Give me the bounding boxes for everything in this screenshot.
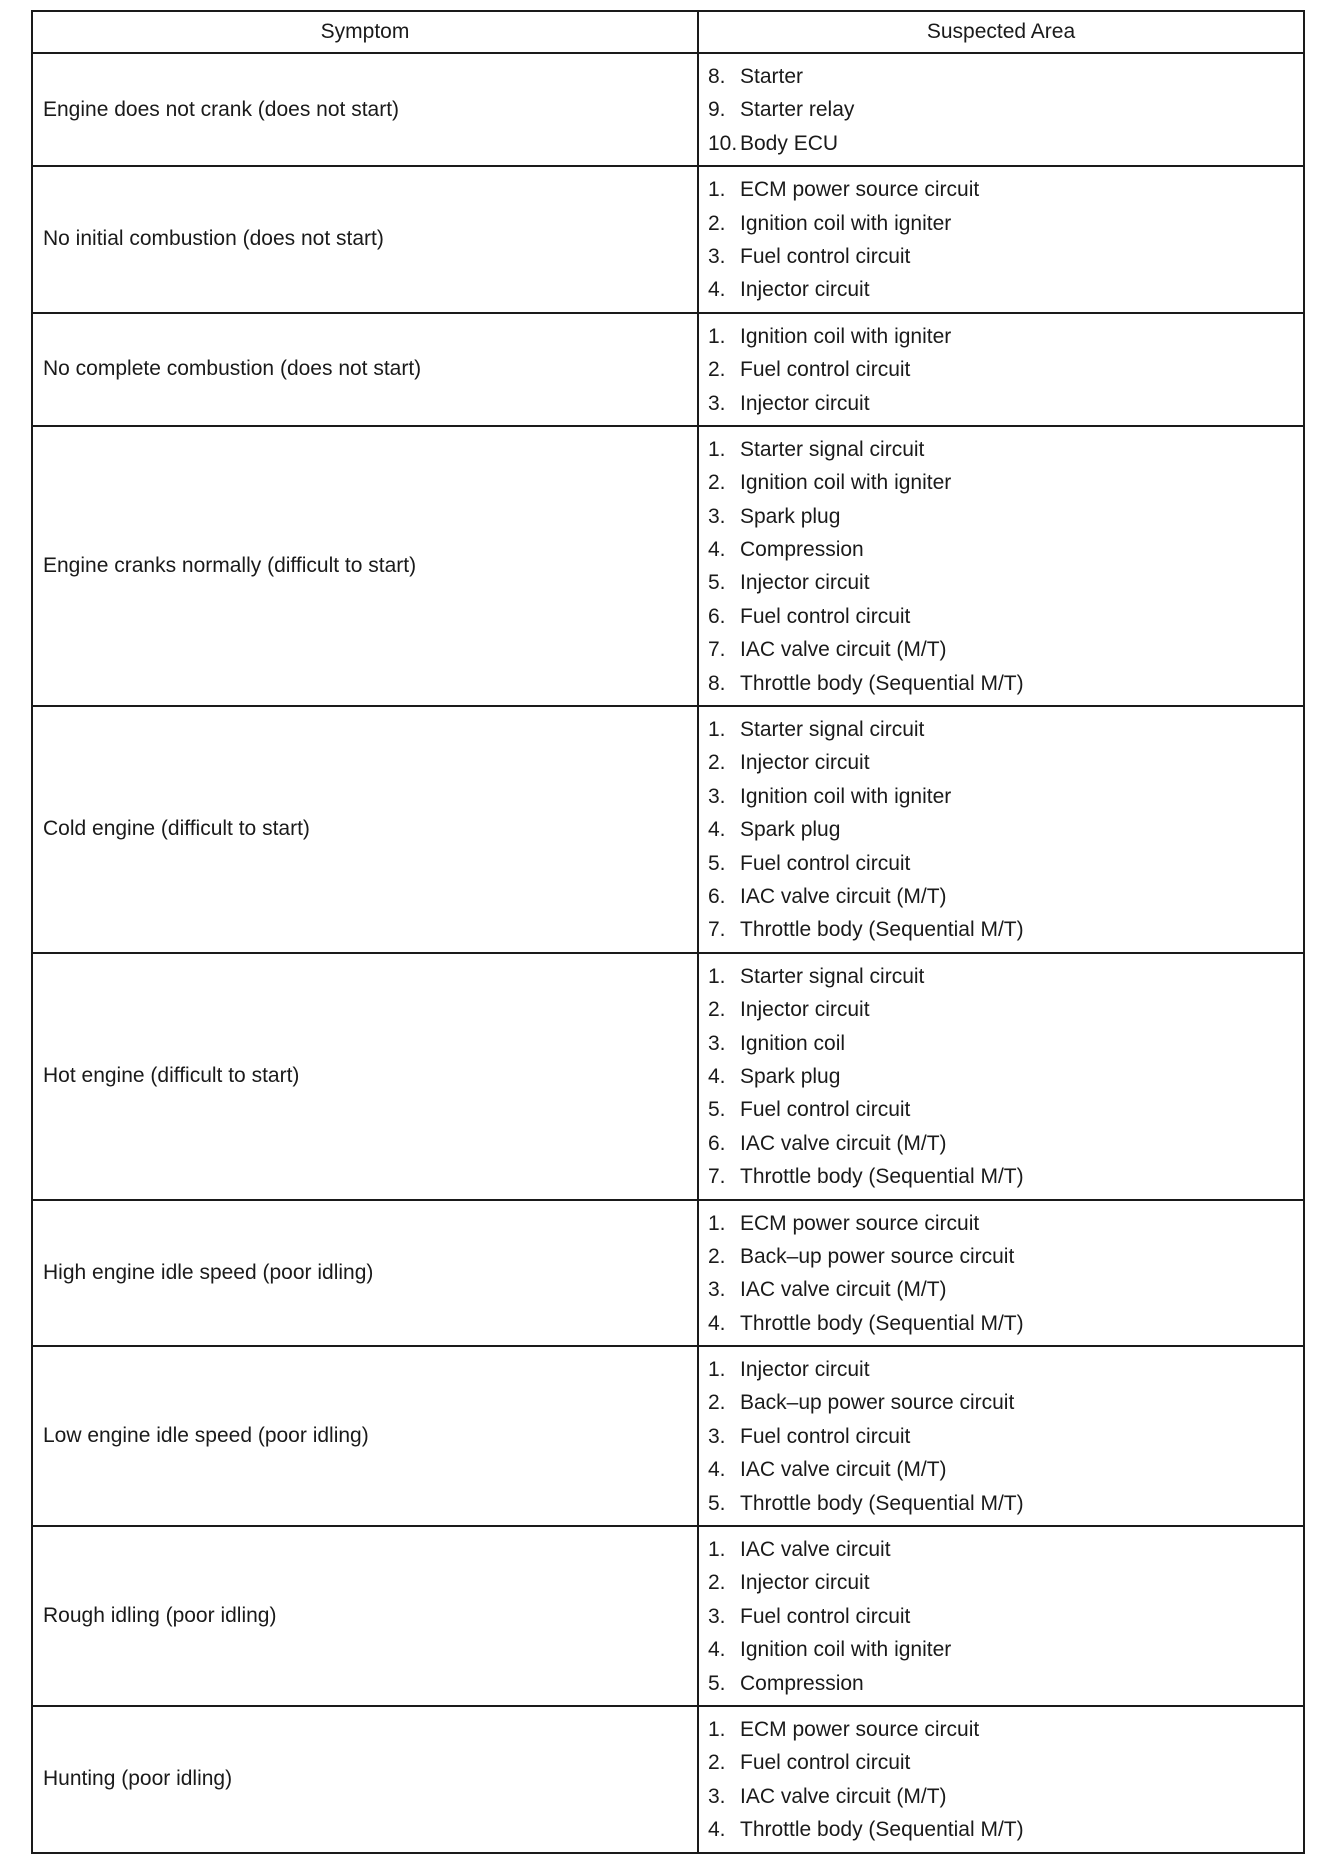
list-item-number: 1. [708, 1538, 726, 1562]
table-row [32, 953, 1304, 1200]
list-item-number: 2. [708, 358, 726, 382]
list-item-text: Fuel control circuit [740, 244, 911, 268]
list-item-number: 5. [708, 1098, 726, 1122]
list-item [708, 1420, 1303, 1453]
list-item [708, 847, 1303, 880]
list-item-number: 5. [708, 851, 726, 875]
symptom-column-header: Symptom [32, 11, 698, 53]
suspected-area-column-header: Suspected Area [698, 11, 1304, 53]
list-item-text: IAC valve circuit (M/T) [740, 1458, 947, 1482]
list-item [708, 1633, 1303, 1666]
list-item-text: Body ECU [740, 131, 839, 155]
list-item-number: 5. [708, 1491, 726, 1515]
list-item-number: 8. [708, 671, 726, 695]
list-item-text: Fuel control circuit [740, 358, 911, 382]
suspected-area-list [708, 713, 1303, 947]
list-item [708, 273, 1303, 306]
list-item [708, 1093, 1303, 1126]
list-item-text: Throttle body (Sequential M/T) [740, 1311, 1024, 1335]
list-item [708, 1240, 1303, 1273]
list-item [708, 93, 1303, 126]
list-item-text: Spark plug [740, 504, 841, 528]
list-item-number: 3. [708, 1031, 726, 1055]
list-item [708, 1453, 1303, 1486]
list-item-text: Fuel control circuit [740, 851, 911, 875]
list-item-number: 2. [708, 1391, 726, 1415]
list-item-number: 2. [708, 998, 726, 1022]
list-item [708, 1813, 1303, 1846]
list-item-number: 3. [708, 1604, 726, 1628]
list-item [708, 880, 1303, 913]
suspected-area-cell [698, 1346, 1304, 1526]
list-item-text: Spark plug [740, 1064, 841, 1088]
list-item [708, 1566, 1303, 1599]
list-item [708, 1667, 1303, 1700]
list-item-number: 3. [708, 1278, 726, 1302]
symptom-cell: Hot engine (difficult to start) [32, 953, 698, 1200]
symptom-cell: High engine idle speed (poor idling) [32, 1200, 698, 1347]
list-item-number: 1. [708, 1211, 726, 1235]
list-item [708, 1713, 1303, 1746]
list-item [708, 780, 1303, 813]
list-item [708, 713, 1303, 746]
list-item-text: Ignition coil with igniter [740, 784, 952, 808]
symptom-cell: Rough idling (poor idling) [32, 1526, 698, 1706]
symptom-cell: Low engine idle speed (poor idling) [32, 1346, 698, 1526]
list-item-text: Injector circuit [740, 391, 870, 415]
list-item-number: 5. [708, 1671, 726, 1695]
list-item-text: ECM power source circuit [740, 1211, 980, 1235]
list-item-number: 1. [708, 718, 726, 742]
list-item-text: Throttle body (Sequential M/T) [740, 1818, 1024, 1842]
list-item-number: 3. [708, 391, 726, 415]
table-row [32, 1706, 1304, 1853]
list-item [708, 1386, 1303, 1419]
list-item-number: 4. [708, 1311, 726, 1335]
list-item-number: 3. [708, 504, 726, 528]
list-item [708, 387, 1303, 420]
suspected-area-cell [698, 1200, 1304, 1347]
suspected-area-cell [698, 53, 1304, 166]
symptom-cell: Engine cranks normally (difficult to start) [32, 426, 698, 706]
list-item [708, 667, 1303, 700]
list-item-number: 6. [708, 604, 726, 628]
list-item-number: 3. [708, 1424, 726, 1448]
list-item [708, 813, 1303, 846]
suspected-area-list [708, 1713, 1303, 1847]
header-row [32, 11, 1304, 53]
list-item-number: 2. [708, 1751, 726, 1775]
list-item [708, 533, 1303, 566]
list-item-number: 7. [708, 918, 726, 942]
list-item-number: 2. [708, 1571, 726, 1595]
list-item-text: Starter signal circuit [740, 964, 925, 988]
list-item-text: Injector circuit [740, 1571, 870, 1595]
list-item [708, 60, 1303, 93]
list-item-text: Ignition coil with igniter [740, 471, 952, 495]
list-item [708, 433, 1303, 466]
list-item-text: IAC valve circuit [740, 1538, 891, 1562]
list-item-text: Spark plug [740, 818, 841, 842]
list-item [708, 1487, 1303, 1520]
table-row [32, 1346, 1304, 1526]
list-item-number: 1. [708, 324, 726, 348]
problem-symptoms-table [31, 10, 1305, 1854]
table-body [32, 53, 1304, 1853]
list-item [708, 1207, 1303, 1240]
list-item [708, 1027, 1303, 1060]
list-item-number: 2. [708, 211, 726, 235]
list-item-number: 3. [708, 1784, 726, 1808]
list-item-number: 1. [708, 1717, 726, 1741]
suspected-area-list [708, 320, 1303, 420]
symptom-cell: Cold engine (difficult to start) [32, 706, 698, 953]
list-item-text: Injector circuit [740, 571, 870, 595]
table-row [32, 426, 1304, 706]
table-row [32, 1526, 1304, 1706]
suspected-area-list [708, 433, 1303, 700]
list-item-text: Ignition coil with igniter [740, 211, 952, 235]
list-item-text: Throttle body (Sequential M/T) [740, 918, 1024, 942]
list-item [708, 1353, 1303, 1386]
suspected-area-cell [698, 1706, 1304, 1853]
list-item-number: 4. [708, 1458, 726, 1482]
list-item-text: Fuel control circuit [740, 1751, 911, 1775]
list-item-number: 4. [708, 1638, 726, 1662]
list-item-text: IAC valve circuit (M/T) [740, 638, 947, 662]
list-item-number: 2. [708, 751, 726, 775]
suspected-area-list [708, 60, 1303, 160]
table-row [32, 53, 1304, 166]
list-item [708, 1273, 1303, 1306]
suspected-area-cell [698, 426, 1304, 706]
list-item-text: Starter [740, 65, 804, 88]
list-item [708, 127, 1303, 160]
list-item-number: 1. [708, 964, 726, 988]
list-item [708, 173, 1303, 206]
list-item-number: 2. [708, 1244, 726, 1268]
list-item [708, 320, 1303, 353]
list-item [708, 993, 1303, 1026]
table-row [32, 166, 1304, 313]
list-item-text: Fuel control circuit [740, 1098, 911, 1122]
list-item-number: 6. [708, 884, 726, 908]
table-row [32, 313, 1304, 426]
list-item [708, 633, 1303, 666]
suspected-area-list [708, 173, 1303, 307]
table-row [32, 1200, 1304, 1347]
symptom-cell: Engine does not crank (does not start) [32, 53, 698, 166]
list-item-text: Injector circuit [740, 998, 870, 1022]
list-item-number: 4. [708, 538, 726, 562]
table-row [32, 706, 1304, 953]
list-item [708, 353, 1303, 386]
list-item-number: 1. [708, 178, 726, 202]
list-item-text: Throttle body (Sequential M/T) [740, 1165, 1024, 1189]
list-item [708, 240, 1303, 273]
list-item-number: 4. [708, 1818, 726, 1842]
list-item-text: Injector circuit [740, 1358, 870, 1382]
suspected-area-cell [698, 313, 1304, 426]
list-item [708, 500, 1303, 533]
list-item-text: Injector circuit [740, 751, 870, 775]
suspected-area-cell [698, 1526, 1304, 1706]
list-item-number: 1. [708, 1358, 726, 1382]
list-item-text: Back–up power source circuit [740, 1244, 1015, 1268]
list-item [708, 913, 1303, 946]
list-item [708, 566, 1303, 599]
list-item-number: 3. [708, 784, 726, 808]
list-item-text: Compression [740, 1671, 864, 1695]
list-item-text: ECM power source circuit [740, 178, 980, 202]
list-item [708, 1533, 1303, 1566]
suspected-area-list [708, 1533, 1303, 1700]
list-item-number: 1. [708, 437, 726, 461]
list-item [708, 1160, 1303, 1193]
suspected-area-list [708, 1353, 1303, 1520]
list-item-text: Starter relay [740, 98, 855, 122]
list-item-text: Starter signal circuit [740, 718, 925, 742]
list-item-text: IAC valve circuit (M/T) [740, 1131, 947, 1155]
list-item [708, 1060, 1303, 1093]
list-item-text: Ignition coil with igniter [740, 1638, 952, 1662]
list-item-number: 7. [708, 1165, 726, 1189]
list-item-text: Injector circuit [740, 278, 870, 302]
list-item-text: Compression [740, 538, 864, 562]
list-item-number: 5. [708, 571, 726, 595]
list-item [708, 207, 1303, 240]
list-item-text: Throttle body (Sequential M/T) [740, 1491, 1024, 1515]
list-item-text: ECM power source circuit [740, 1717, 980, 1741]
list-item-text: Ignition coil with igniter [740, 324, 952, 348]
list-item-text: Starter signal circuit [740, 437, 925, 461]
suspected-area-list [708, 960, 1303, 1194]
list-item-number: 4. [708, 278, 726, 302]
list-item [708, 1600, 1303, 1633]
list-item-text: Ignition coil [740, 1031, 846, 1055]
suspected-area-cell [698, 166, 1304, 313]
suspected-area-cell [698, 706, 1304, 953]
symptom-cell: Hunting (poor idling) [32, 1706, 698, 1853]
list-item [708, 960, 1303, 993]
list-item-number: 4. [708, 1064, 726, 1088]
list-item-number: 9. [708, 98, 726, 122]
suspected-area-cell [698, 953, 1304, 1200]
list-item-text: Fuel control circuit [740, 1604, 911, 1628]
symptom-cell: No complete combustion (does not start) [32, 313, 698, 426]
list-item [708, 1780, 1303, 1813]
list-item-text: IAC valve circuit (M/T) [740, 1278, 947, 1302]
list-item-text: Back–up power source circuit [740, 1391, 1015, 1415]
list-item-number: 7. [708, 638, 726, 662]
suspected-area-list [708, 1207, 1303, 1341]
list-item [708, 466, 1303, 499]
list-item-number: 4. [708, 818, 726, 842]
list-item [708, 1746, 1303, 1779]
list-item-text: IAC valve circuit (M/T) [740, 1784, 947, 1808]
list-item-number: 2. [708, 471, 726, 495]
list-item-text: Fuel control circuit [740, 604, 911, 628]
list-item-text: Fuel control circuit [740, 1424, 911, 1448]
list-item-text: IAC valve circuit (M/T) [740, 884, 947, 908]
list-item-number: 10. [708, 131, 738, 155]
list-item-number: 6. [708, 1131, 726, 1155]
list-item [708, 600, 1303, 633]
list-item [708, 1127, 1303, 1160]
list-item [708, 746, 1303, 779]
list-item-number: 3. [708, 244, 726, 268]
symptom-cell: No initial combustion (does not start) [32, 166, 698, 313]
list-item [708, 1307, 1303, 1340]
list-item-number: 8. [708, 65, 726, 88]
list-item-text: Throttle body (Sequential M/T) [740, 671, 1024, 695]
